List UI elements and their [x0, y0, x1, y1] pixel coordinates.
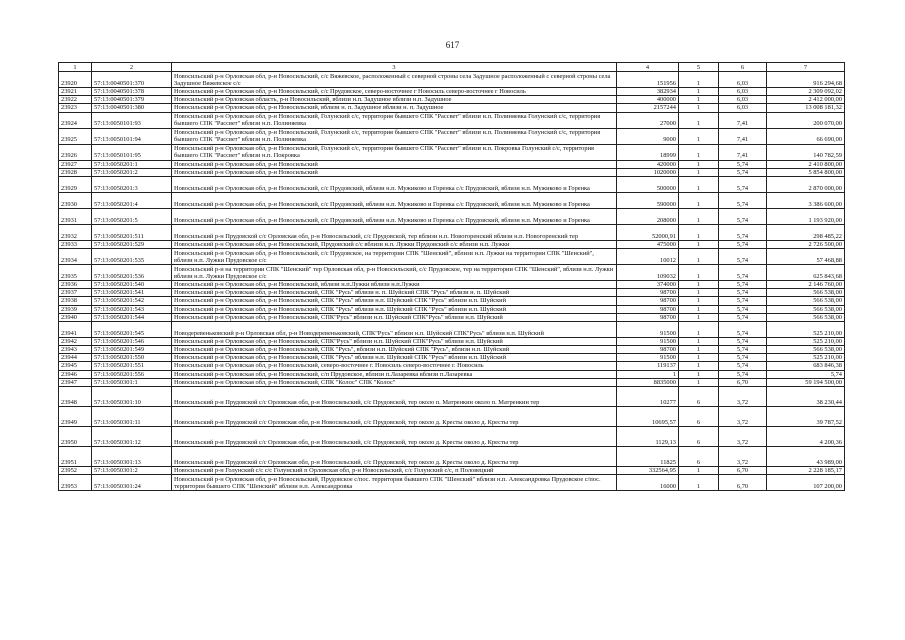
- rate-cell: 3,72: [719, 446, 767, 466]
- area-cell: 91500: [617, 337, 679, 345]
- location-description-cell: Новосильский р-н Орловская обл, р-н Новосильский: [172, 168, 617, 176]
- row-number-cell: 23951: [59, 446, 92, 466]
- category-cell: 1: [679, 104, 719, 112]
- cadastral-number-cell: 57:13:0050101:94: [92, 128, 172, 144]
- table-row: [59, 289, 845, 297]
- row-number-cell: 23926: [59, 144, 92, 160]
- location-description-cell: Новосильский р-н Прудовской с/с Орловская обл, р-н Новосильский, с/с Прудовской, тер около д. Кресты около д. Кресты тер: [172, 406, 617, 426]
- table-row: [59, 426, 845, 446]
- location-description-cell: Новосильский р-н Орловская обл, р-н Новосильский, Голунский с/с, территория бывшего СПК "Рассвет" вблизи н.п. Полиняевка Голунский с/с, территория бывшего СПК "Рассвет" вблизи н.п. Полиняевка: [172, 112, 617, 128]
- rate-cell: 5,74: [719, 240, 767, 248]
- table-row: [59, 144, 845, 160]
- category-cell: 6: [679, 406, 719, 426]
- cadastral-number-cell: 57:13:0050201:550: [92, 354, 172, 362]
- cadastral-number-cell: 57:13:0050301:1: [92, 378, 172, 386]
- area-cell: 109032: [617, 265, 679, 281]
- rate-cell: 5,74: [719, 265, 767, 281]
- area-cell: 16000: [617, 475, 679, 491]
- row-number-cell: 23931: [59, 208, 92, 224]
- cadastral-value-cell: 525 210,00: [767, 354, 845, 362]
- land-registry-table: [58, 62, 845, 491]
- location-description-cell: Новосильский р-н Орловская обл, р-н Новосильский, с/с Прудовское, на территории СПК "Шенский", вблизи н.п. Лужки на территории СПК "Шенский", вблизи н.п. Лужки Прудовское с/с: [172, 249, 617, 265]
- cadastral-value-cell: 13 008 181,32: [767, 104, 845, 112]
- rate-cell: 5,74: [719, 321, 767, 337]
- rate-cell: 6,03: [719, 88, 767, 96]
- cadastral-number-cell: 57:13:0050201:544: [92, 313, 172, 321]
- table-row: [59, 305, 845, 313]
- cadastral-value-cell: 38 230,44: [767, 386, 845, 406]
- row-number-cell: 23928: [59, 168, 92, 176]
- cadastral-value-cell: 298 485,22: [767, 224, 845, 240]
- category-cell: 1: [679, 144, 719, 160]
- rate-cell: 5,74: [719, 160, 767, 168]
- cadastral-value-cell: 2 309 092,02: [767, 88, 845, 96]
- rate-cell: 6,03: [719, 104, 767, 112]
- row-number-cell: 23949: [59, 406, 92, 426]
- area-cell: 475000: [617, 240, 679, 248]
- category-cell: 1: [679, 466, 719, 474]
- cadastral-value-cell: 43 989,00: [767, 446, 845, 466]
- table-row: [59, 88, 845, 96]
- cadastral-value-cell: 3 386 600,00: [767, 192, 845, 208]
- cadastral-number-cell: 57:13:0040501:379: [92, 96, 172, 104]
- rate-cell: 5,74: [719, 305, 767, 313]
- cadastral-value-cell: 525 210,00: [767, 337, 845, 345]
- area-cell: 98700: [617, 305, 679, 313]
- row-number-cell: 23947: [59, 378, 92, 386]
- row-number-cell: 23948: [59, 386, 92, 406]
- cadastral-number-cell: 57:13:0050201:545: [92, 321, 172, 337]
- rate-cell: 3,72: [719, 386, 767, 406]
- row-number-cell: 23950: [59, 426, 92, 446]
- area-cell: 332564,95: [617, 466, 679, 474]
- area-cell: 98700: [617, 346, 679, 354]
- cadastral-value-cell: 140 782,59: [767, 144, 845, 160]
- cadastral-number-cell: 57:13:0050301:10: [92, 386, 172, 406]
- location-description-cell: Новосильский р-н Орловская обл, р-н Новосильский, СПК "Русь" вблизи н.п. Шуйский СПК "Русь" вблизи н.п. Шуйский: [172, 305, 617, 313]
- row-number-cell: 23953: [59, 475, 92, 491]
- table-row: [59, 112, 845, 128]
- table-row: [59, 370, 845, 378]
- location-description-cell: Новосильский р-н Орловская обл, р-н Новосильский, с/с Вяжевское, расположенный с северной строны села Задушное расположенный с северной строны села Задушное Вяжевское с/с: [172, 72, 617, 88]
- cadastral-number-cell: 57:13:0040501:380: [92, 104, 172, 112]
- category-cell: 1: [679, 208, 719, 224]
- cadastral-value-cell: 625 843,68: [767, 265, 845, 281]
- area-cell: 98700: [617, 297, 679, 305]
- area-cell: 1020000: [617, 168, 679, 176]
- cadastral-number-cell: 57:13:0050201:529: [92, 240, 172, 248]
- area-cell: 2157244: [617, 104, 679, 112]
- area-cell: 91500: [617, 321, 679, 337]
- location-description-cell: Новосильский р-н Орловская обл, р-н Новосильский, Голунский с/с, территория бывшего СПК "Рассвет" вблизи н.п. Покровка Голунский с/с, территория бывшего СПК "Рассвет" вблизи н.п. Покровка: [172, 144, 617, 160]
- column-header: 6: [719, 63, 767, 72]
- row-number-cell: 23941: [59, 321, 92, 337]
- cadastral-value-cell: 200 070,00: [767, 112, 845, 128]
- rate-cell: 5,74: [719, 208, 767, 224]
- location-description-cell: Новосильский р-н Прудовской с/с Орловская обл, р-н Новосильский, с/с Прудовской, тер около д. Кресты около д. Кресты тер: [172, 446, 617, 466]
- table-row: [59, 346, 845, 354]
- cadastral-number-cell: 57:13:0050201:546: [92, 337, 172, 345]
- row-number-cell: 23946: [59, 370, 92, 378]
- area-cell: 98700: [617, 313, 679, 321]
- area-cell: 10012: [617, 249, 679, 265]
- row-number-cell: 23933: [59, 240, 92, 248]
- table-row: [59, 313, 845, 321]
- table-row: [59, 466, 845, 474]
- cadastral-number-cell: 57:13:0050201:549: [92, 346, 172, 354]
- category-cell: 1: [679, 313, 719, 321]
- location-description-cell: Новосильский р-н Голунский с/с с/с Голунский п Орловская обл, р-н Новосильский, с/с Голунский с/с, п Половецкий: [172, 466, 617, 474]
- table-row: [59, 297, 845, 305]
- location-description-cell: Новосильский р-н Орловская обл, р-н Новосильский, Прудовский с/с вблизи н.п. Лужки Прудовский с/с вблизи н.п. Лужки: [172, 240, 617, 248]
- table-row: [59, 386, 845, 406]
- table-row: [59, 362, 845, 370]
- area-cell: 9000: [617, 128, 679, 144]
- category-cell: 1: [679, 96, 719, 104]
- location-description-cell: Новосильский р-н Орловская обл, р-н Новосильский, с/с Прудовский, вблизи н.п. Мужиково и Горенка с/с Прудовский, вблизи н.п. Мужиково и Горенка: [172, 208, 617, 224]
- cadastral-value-cell: 1 193 920,00: [767, 208, 845, 224]
- table-row: [59, 160, 845, 168]
- location-description-cell: Новосильский р-н Орловская обл, р-н Новосильский, Прудовское с/пос. территория бывшего СПК "Шенский" вблизи н.п. Александровка Прудовское с/пос. территория бывшего СПК "Шенский" вблизи н.п. Александровка: [172, 475, 617, 491]
- category-cell: 1: [679, 370, 719, 378]
- row-number-cell: 23929: [59, 176, 92, 192]
- row-number-cell: 23943: [59, 346, 92, 354]
- row-number-cell: 23935: [59, 265, 92, 281]
- row-number-cell: 23932: [59, 224, 92, 240]
- table-row: [59, 224, 845, 240]
- location-description-cell: Новосильский р-н Орловская обл, р-н Новосильский, вблизи н. п. Задушное вблизи н. п. Задушное: [172, 104, 617, 112]
- category-cell: 1: [679, 337, 719, 345]
- rate-cell: 6,03: [719, 96, 767, 104]
- area-cell: 151956: [617, 72, 679, 88]
- rate-cell: 5,74: [719, 297, 767, 305]
- category-cell: 1: [679, 249, 719, 265]
- location-description-cell: Новосильский р-н Орловская обл, р-н Новосильский: [172, 160, 617, 168]
- category-cell: 1: [679, 112, 719, 128]
- cadastral-number-cell: 57:13:0050201:542: [92, 297, 172, 305]
- cadastral-number-cell: 57:13:0050201:540: [92, 281, 172, 289]
- cadastral-number-cell: 57:13:0050201:4: [92, 192, 172, 208]
- row-number-cell: 23920: [59, 72, 92, 88]
- category-cell: 1: [679, 160, 719, 168]
- location-description-cell: Новосильский р-н Орловская обл, р-н Новосильский, северо-восточнее г. Новосиль северо-восточнее г. Новосиль: [172, 362, 617, 370]
- column-header-row: [59, 63, 845, 72]
- table-row: [59, 446, 845, 466]
- location-description-cell: Новосильский р-н Орловская обл, р-н Новосильский, СПК "Русь" вблизи н. п. Шуйский СПК "Русь" вблизи н. п. Шуйский: [172, 289, 617, 297]
- table-row: [59, 475, 845, 491]
- rate-cell: 5,74: [719, 281, 767, 289]
- row-number-cell: 23952: [59, 466, 92, 474]
- row-number-cell: 23944: [59, 354, 92, 362]
- page-number: 617: [445, 40, 460, 50]
- cadastral-value-cell: 683 846,38: [767, 362, 845, 370]
- location-description-cell: Новосильский р-н Орловская обл, р-н Новосильский, СПК"Русь" вблизи н.п. Шуйский СПК"Русь" вблизи н.п. Шуйский: [172, 313, 617, 321]
- category-cell: 1: [679, 265, 719, 281]
- cadastral-number-cell: 57:13:0050101:93: [92, 112, 172, 128]
- table-row: [59, 281, 845, 289]
- cadastral-number-cell: 57:13:0040501:370: [92, 72, 172, 88]
- area-cell: 98700: [617, 289, 679, 297]
- cadastral-number-cell: 57:13:0050201:3: [92, 176, 172, 192]
- row-number-cell: 23923: [59, 104, 92, 112]
- category-cell: 1: [679, 289, 719, 297]
- cadastral-value-cell: 2 228 185,17: [767, 466, 845, 474]
- area-cell: 27000: [617, 112, 679, 128]
- table-row: [59, 208, 845, 224]
- rate-cell: 6,70: [719, 475, 767, 491]
- rate-cell: 6,03: [719, 72, 767, 88]
- table-row: [59, 176, 845, 192]
- table-row: [59, 104, 845, 112]
- category-cell: 1: [679, 192, 719, 208]
- row-number-cell: 23934: [59, 249, 92, 265]
- rate-cell: 6,70: [719, 466, 767, 474]
- location-description-cell: Новосильский р-н Орловская обл, р-н Новосильский, с/с Прудовский, вблизи н.п. Мужиково и Горенка с/с Прудовский, вблизи н.п. Мужиково и Горенка: [172, 192, 617, 208]
- cadastral-value-cell: 566 538,00: [767, 297, 845, 305]
- location-description-cell: Новосильский р-н Орловская обл, р-н Новосильский, СПК "Русь", вблизи н.п. Шуйский СПК "Русь", вблизи н.п. Шуйский: [172, 346, 617, 354]
- rate-cell: 6,70: [719, 378, 767, 386]
- column-header: 3: [172, 63, 617, 72]
- cadastral-value-cell: 59 194 500,00: [767, 378, 845, 386]
- category-cell: 1: [679, 281, 719, 289]
- row-number-cell: 23936: [59, 281, 92, 289]
- row-number-cell: 23945: [59, 362, 92, 370]
- table-row: [59, 128, 845, 144]
- cadastral-value-cell: 66 690,00: [767, 128, 845, 144]
- location-description-cell: Новосильский р-н Орловская обл, р-н Новосильский, СПК "Русь" вблизи н.п. Шуйский СПК "Русь" вблизи н.п. Шуйский: [172, 297, 617, 305]
- location-description-cell: Новодеревеньковский р-н Орловская обл, р-н Новодеревеньковский, СПК"Русь" вблизи н.п. Шуйский СПК"Русь" вблизи н.п. Шуйский: [172, 321, 617, 337]
- cadastral-value-cell: 566 538,00: [767, 305, 845, 313]
- cadastral-number-cell: 57:13:0050101:95: [92, 144, 172, 160]
- rate-cell: 5,74: [719, 168, 767, 176]
- table-row: [59, 72, 845, 88]
- cadastral-number-cell: 57:13:0050201:511: [92, 224, 172, 240]
- category-cell: 1: [679, 88, 719, 96]
- area-cell: 1: [617, 370, 679, 378]
- table-row: [59, 168, 845, 176]
- column-header: 1: [59, 63, 92, 72]
- location-description-cell: Новосильский р-н Орловская обл, р-н Новосильский, с/с Прудовское, северо-восточнее г Новосиль северо-восточнее г Новосиль: [172, 88, 617, 96]
- column-header: 7: [767, 63, 845, 72]
- category-cell: 6: [679, 446, 719, 466]
- rate-cell: 3,72: [719, 406, 767, 426]
- rate-cell: 7,41: [719, 112, 767, 128]
- category-cell: 1: [679, 346, 719, 354]
- table-row: [59, 406, 845, 426]
- location-description-cell: Новосильский р-н Орловская обл, р-н Новосильский, СПК "Колос" СПК "Колос": [172, 378, 617, 386]
- rate-cell: 7,41: [719, 128, 767, 144]
- location-description-cell: Новосильский р-н Орловская обл, р-н Новосильский, СПК "Русь" вблизи н.п. Шуйский СПК "Русь" вблизи н.п. Шуйский: [172, 354, 617, 362]
- cadastral-number-cell: 57:13:0050201:541: [92, 289, 172, 297]
- row-number-cell: 23942: [59, 337, 92, 345]
- cadastral-value-cell: 4 200,36: [767, 426, 845, 446]
- area-cell: 400000: [617, 96, 679, 104]
- cadastral-number-cell: 57:13:0050301:24: [92, 475, 172, 491]
- table-row: [59, 265, 845, 281]
- cadastral-value-cell: 566 538,00: [767, 346, 845, 354]
- location-description-cell: Новосильский р-н Орловская область, р-н Новосильский, вблизи н.п. Задушное вблизи н.п. Задушное: [172, 96, 617, 104]
- column-header: 5: [679, 63, 719, 72]
- category-cell: 1: [679, 240, 719, 248]
- area-cell: 208000: [617, 208, 679, 224]
- row-number-cell: 23924: [59, 112, 92, 128]
- cadastral-number-cell: 57:13:0050301:13: [92, 446, 172, 466]
- cadastral-number-cell: 57:13:0050201:551: [92, 362, 172, 370]
- area-cell: 10695,57: [617, 406, 679, 426]
- category-cell: 1: [679, 168, 719, 176]
- table-row: [59, 321, 845, 337]
- cadastral-number-cell: 57:13:0040501:378: [92, 88, 172, 96]
- table-row: [59, 192, 845, 208]
- category-cell: 1: [679, 305, 719, 313]
- category-cell: 6: [679, 426, 719, 446]
- cadastral-value-cell: 2 146 760,00: [767, 281, 845, 289]
- category-cell: 1: [679, 321, 719, 337]
- area-cell: 420000: [617, 160, 679, 168]
- cadastral-number-cell: 57:13:0050201:1: [92, 160, 172, 168]
- rate-cell: 5,74: [719, 249, 767, 265]
- rate-cell: 5,74: [719, 362, 767, 370]
- area-cell: 374000: [617, 281, 679, 289]
- column-header: 4: [617, 63, 679, 72]
- area-cell: 11825: [617, 446, 679, 466]
- area-cell: 8835000: [617, 378, 679, 386]
- cadastral-number-cell: 57:13:0050201:5: [92, 208, 172, 224]
- area-cell: 382934: [617, 88, 679, 96]
- area-cell: 119137: [617, 362, 679, 370]
- column-header: 2: [92, 63, 172, 72]
- area-cell: 52000,91: [617, 224, 679, 240]
- category-cell: 1: [679, 176, 719, 192]
- cadastral-number-cell: 57:13:0050301:11: [92, 406, 172, 426]
- row-number-cell: 23921: [59, 88, 92, 96]
- rate-cell: 5,74: [719, 289, 767, 297]
- row-number-cell: 23937: [59, 289, 92, 297]
- category-cell: 1: [679, 297, 719, 305]
- table-row: [59, 337, 845, 345]
- cadastral-value-cell: 39 787,52: [767, 406, 845, 426]
- cadastral-number-cell: 57:13:0050201:556: [92, 370, 172, 378]
- area-cell: 91500: [617, 354, 679, 362]
- category-cell: 1: [679, 354, 719, 362]
- area-cell: 10277: [617, 386, 679, 406]
- cadastral-value-cell: 5 854 800,00: [767, 168, 845, 176]
- location-description-cell: Новосильский р-н Орловская обл, р-н Новосильский, СПК"Русь" вблизи н.п. Шуйский СПК"Русь" вблизи н.п. Шуйский: [172, 337, 617, 345]
- rate-cell: 5,74: [719, 176, 767, 192]
- cadastral-number-cell: 57:13:0050301:2: [92, 466, 172, 474]
- table-row: [59, 96, 845, 104]
- cadastral-value-cell: 2 726 500,00: [767, 240, 845, 248]
- table-row: [59, 249, 845, 265]
- location-description-cell: Новосильский р-н Орловская обл, р-н Новосильский, с/с Прудовский, вблизи н.п. Мужиково и Горенка с/с Прудовский, вблизи н.п. Мужиково и Горенка: [172, 176, 617, 192]
- cadastral-value-cell: 57 468,88: [767, 249, 845, 265]
- table-row: [59, 240, 845, 248]
- rate-cell: 5,74: [719, 370, 767, 378]
- location-description-cell: Новосильский р-н на территории СПК "Шенский" тер Орловская обл, р-н Новосильский, с/с Прудовское, тер на территории СПК "Шенский", вблизи н.п. Лужки вблизи н.п. Лужки Прудовское с/с: [172, 265, 617, 281]
- row-number-cell: 23925: [59, 128, 92, 144]
- row-number-cell: 23927: [59, 160, 92, 168]
- category-cell: 6: [679, 386, 719, 406]
- cadastral-value-cell: 2 412 000,00: [767, 96, 845, 104]
- area-cell: 590000: [617, 192, 679, 208]
- row-number-cell: 23930: [59, 192, 92, 208]
- cadastral-value-cell: 566 538,00: [767, 313, 845, 321]
- location-description-cell: Новосильский р-н Орловская обл, р-н Новосильский, с/п Прудовское, вблизи п.Лазаревка вблизи п.Лазаревка: [172, 370, 617, 378]
- rate-cell: 5,74: [719, 337, 767, 345]
- category-cell: 1: [679, 475, 719, 491]
- area-cell: 1129,13: [617, 426, 679, 446]
- area-cell: 500000: [617, 176, 679, 192]
- cadastral-number-cell: 57:13:0050201:535: [92, 249, 172, 265]
- row-number-cell: 23939: [59, 305, 92, 313]
- rate-cell: 5,74: [719, 313, 767, 321]
- category-cell: 1: [679, 72, 719, 88]
- cadastral-number-cell: 57:13:0050201:536: [92, 265, 172, 281]
- area-cell: 18999: [617, 144, 679, 160]
- cadastral-value-cell: 107 200,00: [767, 475, 845, 491]
- category-cell: 1: [679, 128, 719, 144]
- location-description-cell: Новосильский р-н Орловская обл, р-н Новосильский, Голунский с/с, территория бывшего СПК "Рассвет" вблизи н.п. Полиняевка Голунский с/с, территория бывшего СПК "Рассвет" вблизи н.п. Полиняевка: [172, 128, 617, 144]
- row-number-cell: 23938: [59, 297, 92, 305]
- cadastral-number-cell: 57:13:0050201:543: [92, 305, 172, 313]
- rate-cell: 5,74: [719, 224, 767, 240]
- cadastral-value-cell: 2 870 000,00: [767, 176, 845, 192]
- location-description-cell: Новосильский р-н Прудовской с/с Орловская обл, р-н Новосильский, с/с Прудовской, тер вблизи н.п. Новогоренский вблизи н.п. Новогоренский тер: [172, 224, 617, 240]
- rate-cell: 5,74: [719, 346, 767, 354]
- cadastral-value-cell: 525 210,00: [767, 321, 845, 337]
- cadastral-number-cell: 57:13:0050201:2: [92, 168, 172, 176]
- cadastral-value-cell: 2 410 800,00: [767, 160, 845, 168]
- rate-cell: 5,74: [719, 192, 767, 208]
- category-cell: 1: [679, 378, 719, 386]
- category-cell: 1: [679, 362, 719, 370]
- rate-cell: 5,74: [719, 354, 767, 362]
- location-description-cell: Новосильский р-н Орловская обл, р-н Новосильский, вблизи н.п.Лужки вблизи н.п.Лужки: [172, 281, 617, 289]
- table-body: [59, 72, 845, 491]
- cadastral-value-cell: 5,74: [767, 370, 845, 378]
- cadastral-value-cell: 566 538,00: [767, 289, 845, 297]
- row-number-cell: 23922: [59, 96, 92, 104]
- row-number-cell: 23940: [59, 313, 92, 321]
- cadastral-number-cell: 57:13:0050301:12: [92, 426, 172, 446]
- table-row: [59, 354, 845, 362]
- rate-cell: 7,41: [719, 144, 767, 160]
- category-cell: 1: [679, 224, 719, 240]
- table-row: [59, 378, 845, 386]
- rate-cell: 3,72: [719, 426, 767, 446]
- cadastral-value-cell: 916 294,68: [767, 72, 845, 88]
- location-description-cell: Новосильский р-н Прудовской с/с Орловская обл, р-н Новосильский, с/с Прудовской, тер около д. Кресты около д. Кресты тер: [172, 426, 617, 446]
- location-description-cell: Новосильский р-н Прудовской с/с Орловская обл, р-н Новосильский, с/с Прудовской, тер около п. Матренкин около п. Матренкин тер: [172, 386, 617, 406]
